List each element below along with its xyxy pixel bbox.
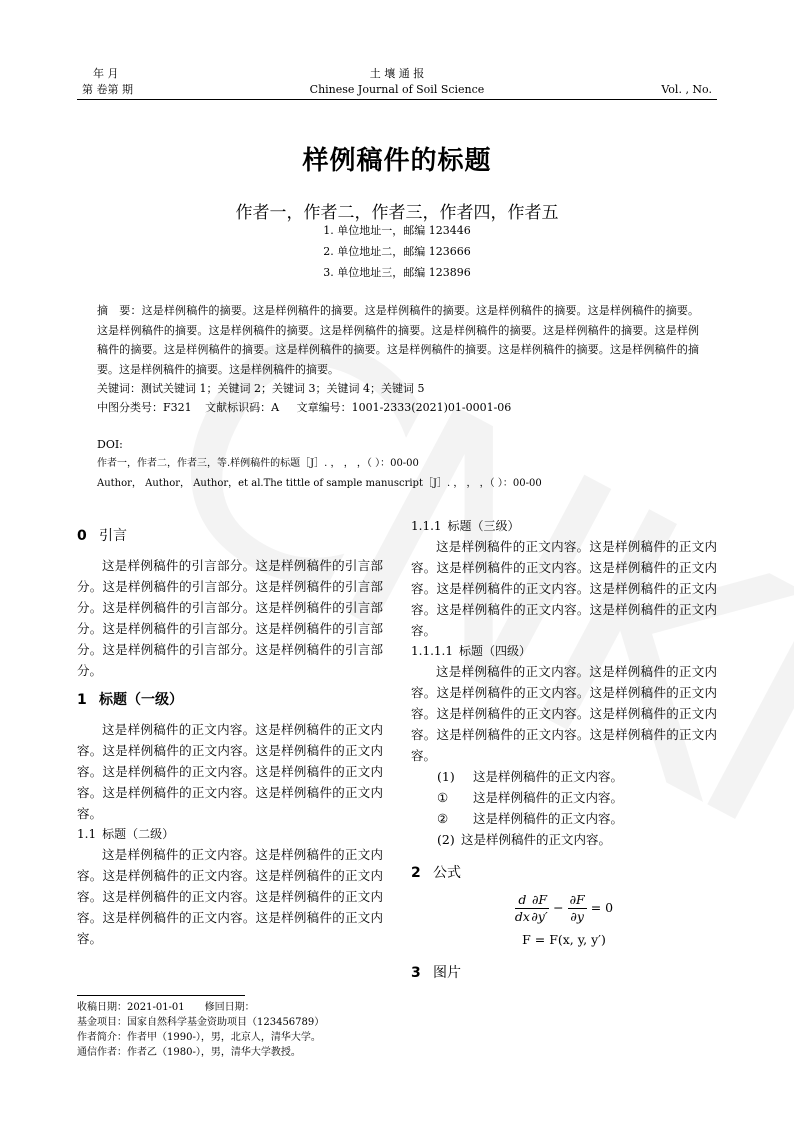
denominator: ∂y xyxy=(570,909,584,924)
fraction xyxy=(568,892,587,925)
section-title: 标题（一级） xyxy=(99,692,183,708)
abstract-label: 摘 要： xyxy=(97,304,142,317)
denominator: dx xyxy=(514,909,530,924)
list-text: 这是样例稿件的正文内容。 xyxy=(473,769,624,784)
section-heading xyxy=(77,687,383,713)
keywords-text: 测试关键词 1；关键词 2；关键词 3；关键词 4；关键词 5 xyxy=(141,382,425,395)
classification-line xyxy=(97,399,699,417)
level4-title: 标题（四级） xyxy=(458,644,531,658)
footnote-funding: 基金项目：国家自然科学基金资助项目（123456789） xyxy=(77,1017,325,1028)
list-text: 这是样例稿件的正文内容。 xyxy=(473,811,624,826)
keywords xyxy=(97,380,699,398)
affiliation-2: 2. 单位地址二，邮编 123666 xyxy=(323,245,471,258)
paragraph: 这是样例稿件的正文内容。这是样例稿件的正文内容。这是样例稿件的正文内容。这是样例稿件的正文内容。这是样例稿件的正文内容。这是样例稿件的正文内容。这是样例稿件的正文内容。这是样例稿件的正文内容。 xyxy=(411,664,717,763)
keywords-label: 关键词： xyxy=(97,382,141,395)
doc-code-value: A xyxy=(271,401,280,414)
minus-sign: − xyxy=(553,900,564,915)
subsubsection-number: 1.1.1 xyxy=(411,519,442,533)
journal-name-cn: 土 壤 通 报 xyxy=(369,67,425,80)
list-text: 这是样例稿件的正文内容。 xyxy=(473,790,624,805)
section-number: 1 xyxy=(77,692,87,708)
paragraph: 这是样例稿件的正文内容。这是样例稿件的正文内容。这是样例稿件的正文内容。这是样例稿件的正文内容。这是样例稿件的正文内容。这是样例稿件的正文内容。这是样例稿件的正文内容。这是样例稿件的正文内容。 xyxy=(77,847,383,946)
article-no-label: 文章编号： xyxy=(296,401,352,414)
doi: DOI: xyxy=(97,438,123,451)
list-text: 这是样例稿件的正文内容。 xyxy=(461,832,612,847)
section-heading xyxy=(77,523,383,549)
equation-2: F = F(x, y, y′) xyxy=(522,932,606,947)
clc-value: F321 xyxy=(163,401,192,414)
subsubsection-title: 标题（三级） xyxy=(447,519,520,533)
paper-title: 样例稿件的标题 xyxy=(302,146,492,176)
section-heading xyxy=(411,960,717,986)
list-item xyxy=(411,808,717,829)
section-title: 公式 xyxy=(433,865,461,881)
header-rule xyxy=(77,99,717,100)
clc-label: 中图分类号： xyxy=(97,401,163,414)
paragraph: 这是样例稿件的正文内容。这是样例稿件的正文内容。这是样例稿件的正文内容。这是样例稿件的正文内容。这是样例稿件的正文内容。这是样例稿件的正文内容。这是样例稿件的正文内容。这是样例稿件的正文内容。 xyxy=(411,539,717,638)
footnote-corresponding: 通信作者：作者乙（1980-），男，清华大学教授。 xyxy=(77,1047,301,1058)
subsection-heading xyxy=(77,824,383,844)
section-number: 3 xyxy=(411,965,421,981)
level4-number: 1.1.1.1 xyxy=(411,644,453,658)
list-marker: ② xyxy=(437,811,449,826)
footnote-rule xyxy=(77,995,245,996)
numerator: d xyxy=(515,892,530,909)
equals-zero: = 0 xyxy=(590,900,614,915)
paragraph: 这是样例稿件的正文内容。这是样例稿件的正文内容。这是样例稿件的正文内容。这是样例稿件的正文内容。这是样例稿件的正文内容。这是样例稿件的正文内容。这是样例稿件的正文内容。这是样例稿件的正文内容。 xyxy=(77,722,383,821)
denominator: ∂y′ xyxy=(531,909,548,924)
abstract xyxy=(97,301,699,379)
left-column xyxy=(77,523,383,949)
footnote-received: 收稿日期：2021-01-01 修回日期： xyxy=(77,1002,255,1013)
section-number: 0 xyxy=(77,528,87,544)
affiliation-1: 1. 单位地址一，邮编 123446 xyxy=(323,224,471,237)
section-title: 引言 xyxy=(99,528,127,544)
section-number: 2 xyxy=(411,865,421,881)
citation-en: Author， Author， Author，et al.The tittle of sample manuscript［J］. ， ， ，（ ）：00-00 xyxy=(97,478,542,489)
list-marker: ① xyxy=(437,790,449,805)
equation-1 xyxy=(411,892,717,925)
abstract-text: 这是样例稿件的摘要。这是样例稿件的摘要。这是样例稿件的摘要。这是样例稿件的摘要。这是样例稿件的摘要。这是样例稿件的摘要。这是样例稿件的摘要。这是样例稿件的摘要。这是样例稿件的摘要。这是样例稿件的摘要。这是样例稿件的摘要。这是样例稿件的摘要。这是样例稿件的摘要。这是样例稿件的摘要。这是样例稿件的摘要。这是样例稿件的摘要。这是样例稿件的摘要。这是样例稿件的摘要。 xyxy=(97,304,700,376)
level4-heading xyxy=(411,641,717,661)
subsubsection-heading xyxy=(411,516,717,536)
fraction xyxy=(515,892,530,925)
list-item xyxy=(411,829,717,850)
list-marker: (2) xyxy=(437,832,455,847)
footnote-author-bio: 作者简介：作者甲（1990-），男，北京人，清华大学。 xyxy=(77,1032,321,1043)
list-marker: (1) xyxy=(437,769,455,784)
header-date: 年 月 xyxy=(93,67,119,80)
numerator: ∂F xyxy=(531,892,548,907)
paragraph: 这是样例稿件的引言部分。这是样例稿件的引言部分。这是样例稿件的引言部分。这是样例稿件的引言部分。这是样例稿件的引言部分。这是样例稿件的引言部分。这是样例稿件的引言部分。这是样例稿件的引言部分。这是样例稿件的引言部分。这是样例稿件的引言部分。 xyxy=(77,558,383,678)
list-item xyxy=(411,766,717,787)
list-item xyxy=(411,787,717,808)
fraction xyxy=(530,892,549,925)
right-column xyxy=(411,516,717,992)
article-no-value: 1001-2333(2021)01-0001-06 xyxy=(351,401,512,414)
subsection-number: 1.1 xyxy=(77,827,97,841)
header-vol-no: Vol. , No. xyxy=(661,83,712,96)
subsection-title: 标题（二级） xyxy=(102,827,175,841)
affiliation-3: 3. 单位地址三，邮编 123896 xyxy=(323,266,471,279)
header-volume: 第 卷第 期 xyxy=(82,83,133,96)
section-heading xyxy=(411,860,717,886)
author-list: 作者一，作者二，作者三，作者四，作者五 xyxy=(235,203,559,223)
numerator: ∂F xyxy=(569,892,585,907)
section-title: 图片 xyxy=(433,965,461,981)
citation-cn: 作者一，作者二，作者三，等.样例稿件的标题［J］. ， ， ，（ ）：00-00 xyxy=(97,458,419,469)
journal-name-en: Chinese Journal of Soil Science xyxy=(309,83,485,96)
doc-code-label: 文献标识码： xyxy=(205,401,272,414)
